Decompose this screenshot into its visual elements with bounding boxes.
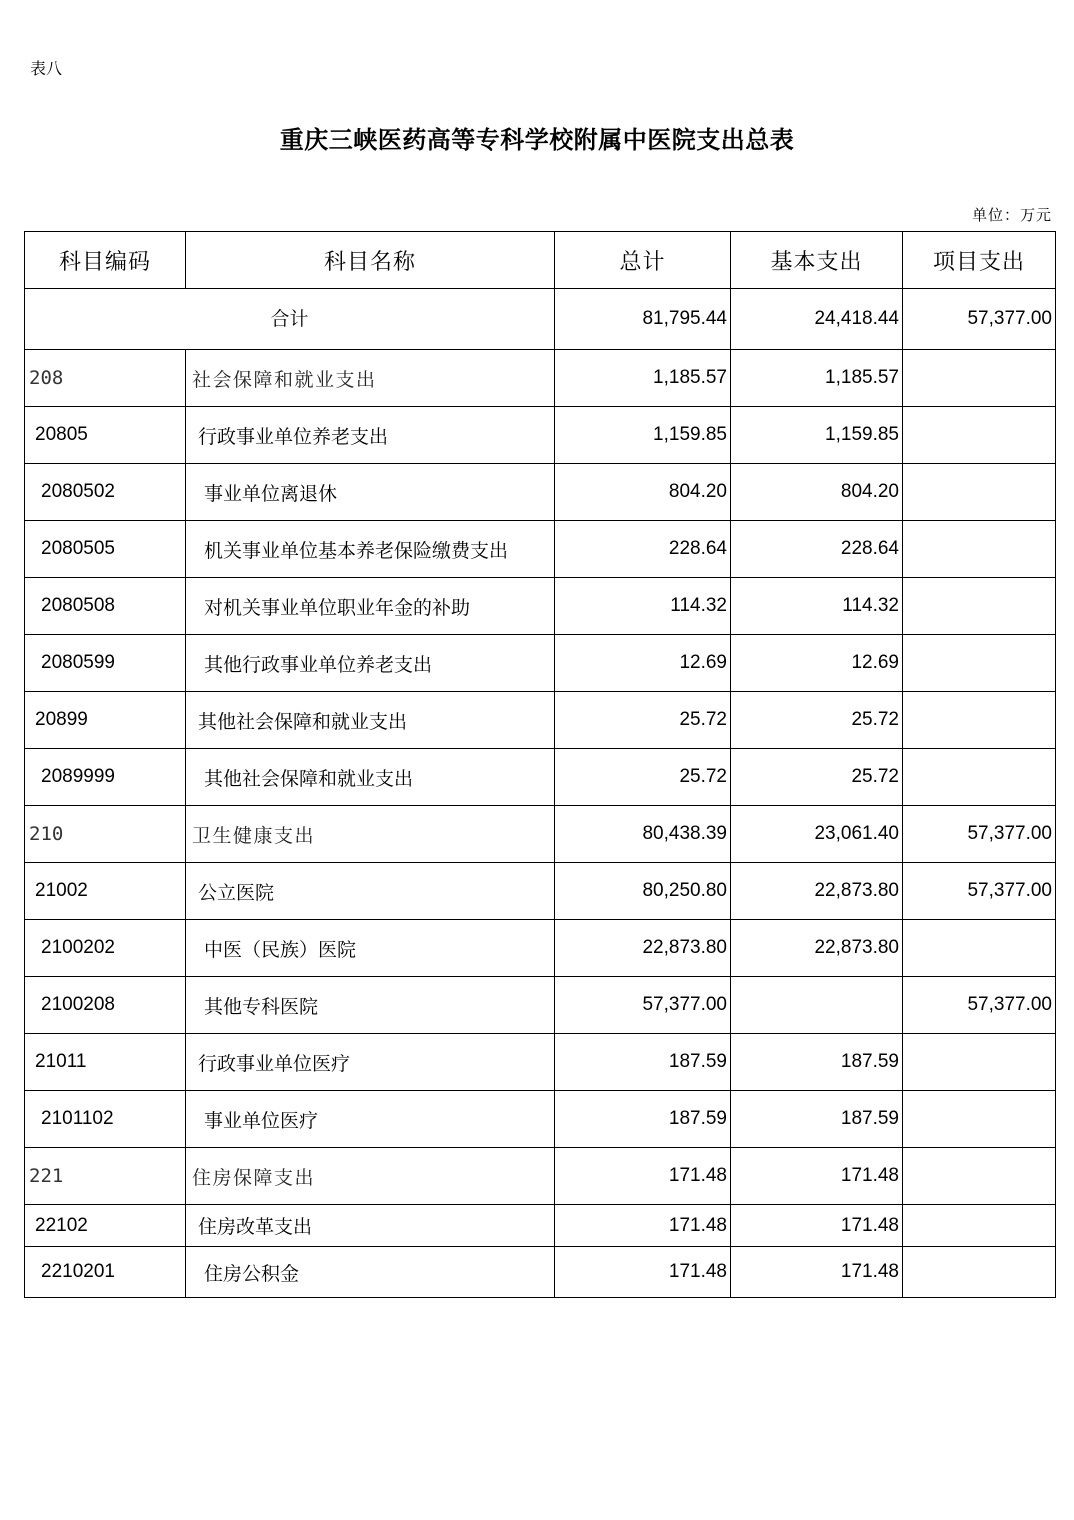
basic-cell: 1,159.85 (731, 407, 903, 464)
unit-label: 单位：万元 (971, 206, 1052, 224)
code-cell: 21011 (25, 1034, 186, 1091)
basic-cell: 171.48 (731, 1205, 903, 1247)
table-row (25, 407, 1056, 464)
name-cell: 社会保障和就业支出 (186, 350, 555, 407)
code-cell: 208 (25, 350, 186, 407)
basic-cell: 114.32 (731, 578, 903, 635)
project-cell (903, 920, 1056, 977)
project-cell (903, 635, 1056, 692)
project-cell (903, 1205, 1056, 1247)
basic-cell: 171.48 (731, 1148, 903, 1205)
project-cell (903, 1091, 1056, 1148)
table-row (25, 464, 1056, 521)
name-cell: 其他行政事业单位养老支出 (186, 635, 555, 692)
table-row (25, 578, 1056, 635)
basic-cell: 25.72 (731, 692, 903, 749)
table-row (25, 350, 1056, 407)
basic-cell: 22,873.80 (731, 920, 903, 977)
header-total: 总计 (555, 232, 731, 289)
table-row (25, 521, 1056, 578)
code-cell: 2080508 (25, 578, 186, 635)
total-project-cell: 57,377.00 (903, 289, 1056, 350)
project-cell (903, 407, 1056, 464)
table-row (25, 635, 1056, 692)
basic-cell: 1,185.57 (731, 350, 903, 407)
name-cell: 卫生健康支出 (186, 806, 555, 863)
project-cell: 57,377.00 (903, 863, 1056, 920)
project-cell: 57,377.00 (903, 977, 1056, 1034)
name-cell: 对机关事业单位职业年金的补助 (186, 578, 555, 635)
total-cell: 171.48 (555, 1205, 731, 1247)
project-cell (903, 749, 1056, 806)
code-cell: 2080505 (25, 521, 186, 578)
basic-cell (731, 977, 903, 1034)
basic-cell: 187.59 (731, 1091, 903, 1148)
table-row (25, 1247, 1056, 1298)
code-cell: 20805 (25, 407, 186, 464)
table-row (25, 920, 1056, 977)
total-cell: 25.72 (555, 692, 731, 749)
project-cell (903, 350, 1056, 407)
table-row (25, 749, 1056, 806)
table-body (25, 289, 1056, 1298)
basic-cell: 171.48 (731, 1247, 903, 1298)
total-cell: 80,250.80 (555, 863, 731, 920)
project-cell (903, 1148, 1056, 1205)
code-cell: 2210201 (25, 1247, 186, 1298)
name-cell: 行政事业单位养老支出 (186, 407, 555, 464)
basic-cell: 22,873.80 (731, 863, 903, 920)
table-row (25, 1091, 1056, 1148)
name-cell: 其他专科医院 (186, 977, 555, 1034)
total-cell: 12.69 (555, 635, 731, 692)
table-row (25, 1148, 1056, 1205)
name-cell: 公立医院 (186, 863, 555, 920)
total-cell: 187.59 (555, 1034, 731, 1091)
project-cell (903, 692, 1056, 749)
total-cell: 25.72 (555, 749, 731, 806)
total-cell: 114.32 (555, 578, 731, 635)
expenditure-table (24, 231, 1056, 1298)
basic-cell: 228.64 (731, 521, 903, 578)
name-cell: 其他社会保障和就业支出 (186, 692, 555, 749)
name-cell: 行政事业单位医疗 (186, 1034, 555, 1091)
name-cell: 住房保障支出 (186, 1148, 555, 1205)
code-cell: 2080599 (25, 635, 186, 692)
name-cell: 其他社会保障和就业支出 (186, 749, 555, 806)
project-cell (903, 521, 1056, 578)
total-cell: 171.48 (555, 1148, 731, 1205)
table-row (25, 1034, 1056, 1091)
code-cell: 2101102 (25, 1091, 186, 1148)
name-cell: 事业单位医疗 (186, 1091, 555, 1148)
total-label: 合计 (25, 289, 555, 350)
total-cell: 1,185.57 (555, 350, 731, 407)
project-cell (903, 1247, 1056, 1298)
total-row (25, 289, 1056, 350)
basic-cell: 804.20 (731, 464, 903, 521)
code-cell: 2080502 (25, 464, 186, 521)
page-title: 重庆三峡医药高等专科学校附属中医院支出总表 (279, 125, 795, 154)
table-row (25, 1205, 1056, 1247)
basic-cell: 25.72 (731, 749, 903, 806)
header-basic: 基本支出 (731, 232, 903, 289)
code-cell: 2089999 (25, 749, 186, 806)
table-row (25, 806, 1056, 863)
project-cell (903, 1034, 1056, 1091)
header-code: 科目编码 (25, 232, 186, 289)
total-cell: 187.59 (555, 1091, 731, 1148)
total-cell: 57,377.00 (555, 977, 731, 1034)
name-cell: 中医（民族）医院 (186, 920, 555, 977)
code-cell: 21002 (25, 863, 186, 920)
header-project: 项目支出 (903, 232, 1056, 289)
total-cell: 1,159.85 (555, 407, 731, 464)
table-row (25, 977, 1056, 1034)
total-cell: 228.64 (555, 521, 731, 578)
basic-cell: 12.69 (731, 635, 903, 692)
name-cell: 住房改革支出 (186, 1205, 555, 1247)
table-row (25, 863, 1056, 920)
code-cell: 2100208 (25, 977, 186, 1034)
code-cell: 20899 (25, 692, 186, 749)
code-cell: 210 (25, 806, 186, 863)
total-cell: 80,438.39 (555, 806, 731, 863)
name-cell: 住房公积金 (186, 1247, 555, 1298)
table-row (25, 692, 1056, 749)
project-cell (903, 464, 1056, 521)
project-cell: 57,377.00 (903, 806, 1056, 863)
total-cell: 22,873.80 (555, 920, 731, 977)
basic-cell: 23,061.40 (731, 806, 903, 863)
code-cell: 221 (25, 1148, 186, 1205)
total-basic-cell: 24,418.44 (731, 289, 903, 350)
total-cell: 171.48 (555, 1247, 731, 1298)
code-cell: 22102 (25, 1205, 186, 1247)
total-cell: 804.20 (555, 464, 731, 521)
project-cell (903, 578, 1056, 635)
basic-cell: 187.59 (731, 1034, 903, 1091)
table-header-row (25, 232, 1056, 289)
table-label: 表八 (30, 59, 63, 78)
header-name: 科目名称 (186, 232, 555, 289)
total-total-cell: 81,795.44 (555, 289, 731, 350)
code-cell: 2100202 (25, 920, 186, 977)
name-cell: 事业单位离退休 (186, 464, 555, 521)
name-cell: 机关事业单位基本养老保险缴费支出 (186, 521, 555, 578)
